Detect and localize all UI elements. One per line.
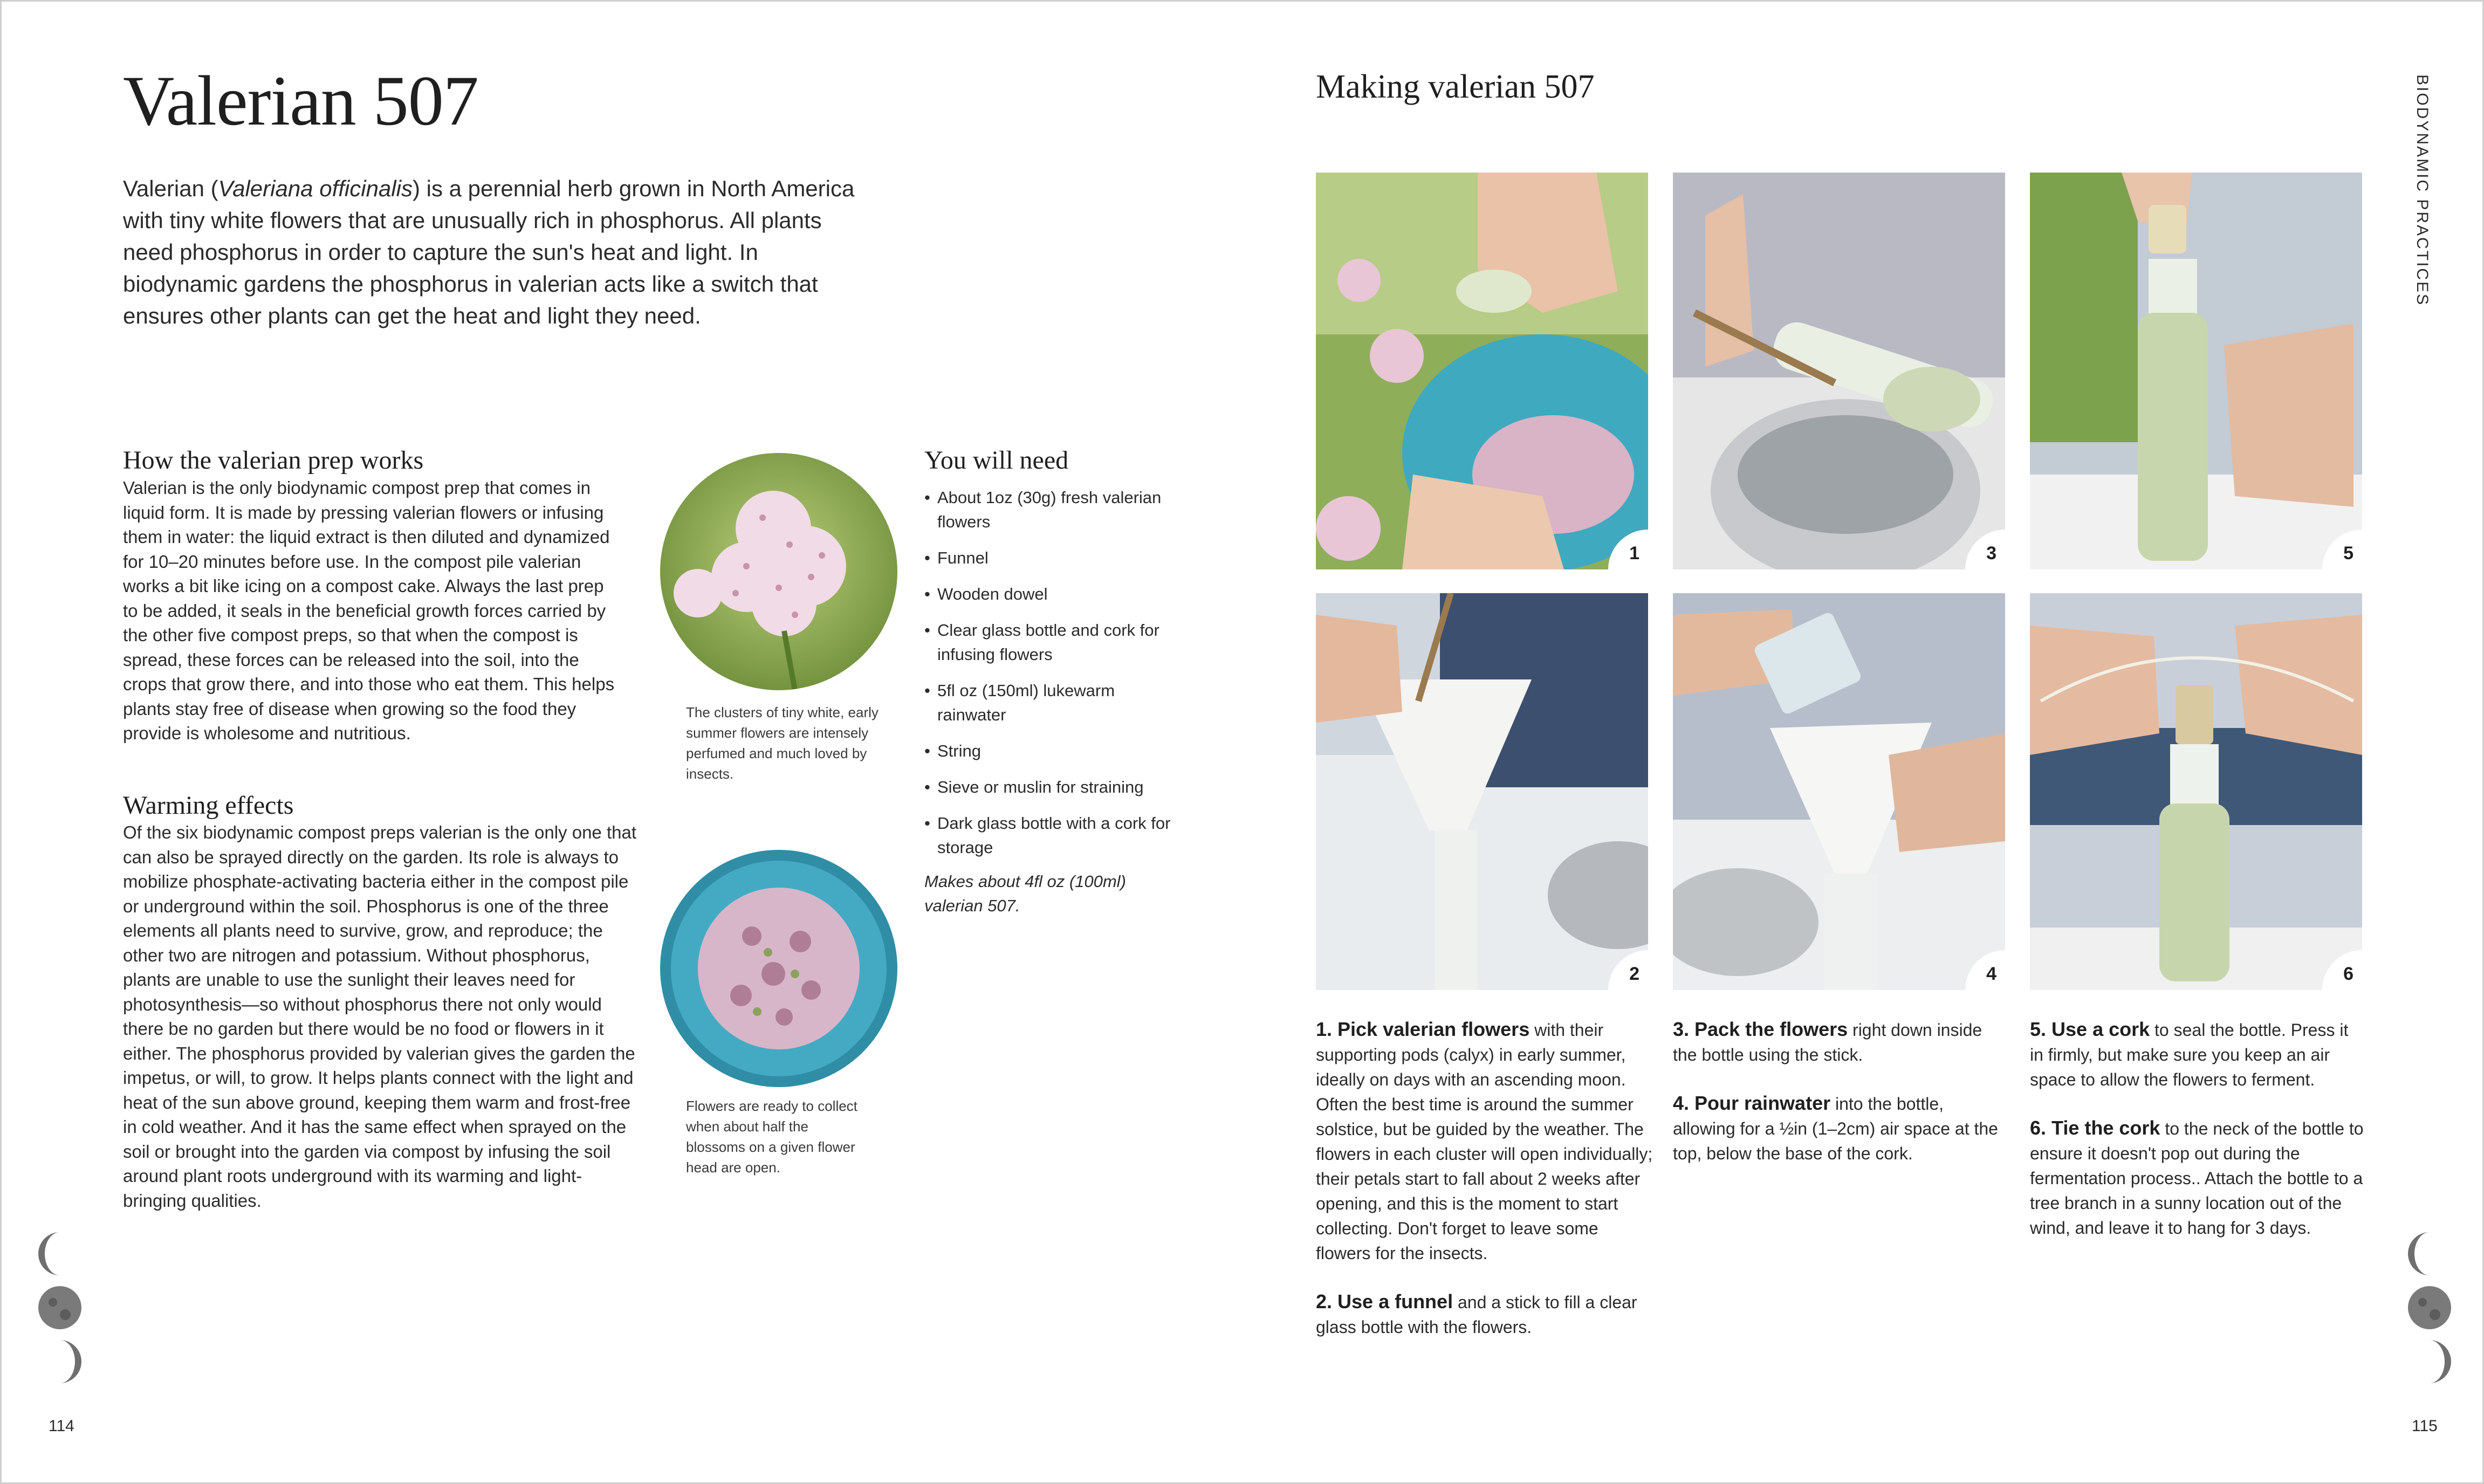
step-photo-3 <box>1673 173 2005 569</box>
page-title: Valerian 507 <box>123 61 478 140</box>
section-title: Making valerian 507 <box>1316 68 1595 105</box>
warming-body: Of the six biodynamic compost preps valerian is the only one that can also be sprayed directly on the garden. Its role is always to mobilize phosphate-activating bacteria either in the compost pile or underground within the soil. Phosphorus is one of the three elements all plants need to survive, grow, and reproduce; the other two are nitrogen and potassium. Without phosphorus, plants are unable to use the sunlight their leaves need for photosynthesis—so without phosphorus there not only would there be no garden but there would be no food or flowers in it either. The phosphorus provided by valerian gives the garden the impetus, or will, to grow. It helps plants connect with the light and heat of the sun above ground, keeping them warm and frost-free in cold weather. And it has the same effect when sprayed on the soil or brought into the garden via compost by infusing the soil around plant roots underground with its warming and light-bringing qualities. <box>123 822 636 1211</box>
list-item: • About 1oz (30g) fresh valerian flowers <box>924 485 1183 534</box>
step-2: 2. Use a funnel and a stick to fill a clear glass bottle with the flowers. <box>1316 1290 1637 1337</box>
step-photo-4 <box>1673 593 2005 990</box>
warming-heading: Warming effects <box>123 791 294 820</box>
step-1: 1. Pick valerian flowers with their supporting pods (calyx) in early summer, ideally on days with an ascending moon. Often the best time is around the summer solstice, but be guided by the weather. The flowers in each cluster will open individually; their petals start to fall about 2 weeks after opening, and this is the moment to start collecting. Don't forget to leave some flowers for the insects. <box>1316 1018 1653 1263</box>
caption-flowers: The clusters of tiny white, early summer flowers are intensely perfumed and much loved by insects. <box>686 704 879 782</box>
valerian-flower-photo <box>660 453 897 690</box>
page-number-right: 115 <box>2412 1417 2438 1435</box>
steps-column-3 <box>2030 1017 2364 1264</box>
photo-number-badge: 1 <box>1608 530 1648 569</box>
flower-bowl-photo <box>660 850 897 1087</box>
photo-number-badge: 3 <box>1965 530 2005 569</box>
step-photo-2 <box>1316 593 1648 990</box>
list-item: • Funnel <box>924 546 1183 570</box>
how-body: Valerian is the only biodynamic compost prep that comes in liquid form. It is made by pressing valerian flowers or infusing them in water: the liquid extract is then diluted and dynamized for 10–20 minutes before use. In the compost pile valerian works a bit like icing on a compost cake. Always the last prep to be added, it seals in the beneficial growth forces carried by the other five compost preps, so that when the compost is spread, these forces can be released into the soil, into the crops that grow there, and into those who eat them. This helps plants stay free of disease when growing so the food they provide is wholesome and nutritious. <box>123 478 615 743</box>
photo-number-badge: 2 <box>1608 950 1648 990</box>
photo-number-badge: 6 <box>2322 950 2362 990</box>
need-list <box>924 485 1183 871</box>
list-item: • Clear glass bottle and cork for infusing flowers <box>924 618 1183 667</box>
list-item: • Sieve or muslin for straining <box>924 775 1183 799</box>
list-item: • 5fl oz (150ml) lukewarm rainwater <box>924 678 1183 727</box>
page-number-left: 114 <box>49 1417 74 1435</box>
moon-phase-icon <box>36 1229 84 1389</box>
steps-column-2 <box>1673 1017 2007 1190</box>
photo-number-badge: 5 <box>2322 530 2362 569</box>
list-item: • String <box>924 739 1183 763</box>
intro-paragraph: Valerian (Valeriana officinalis) is a perennial herb grown in North America with tiny white flowers that are unusually rich in phosphorus. All plants need phosphorus in order to capture the sun's heat and light. In biodynamic gardens the phosphorus in valerian acts like a switch that ensures other plants can get the heat and light they need. <box>123 176 855 328</box>
step-6: 6. Tie the cork to the neck of the bottle to ensure it doesn't pop out during the fermentation process.. Attach the bottle to a tree branch in a sunny location out of the wind, and leave it to hang for 3 days. <box>2030 1117 2364 1238</box>
how-heading: How the valerian prep works <box>123 446 424 475</box>
step-4: 4. Pour rainwater into the bottle, allowing for a ½in (1–2cm) air space at the top, below the base of the cork. <box>1673 1092 1998 1163</box>
list-item: • Dark glass bottle with a cork for storage <box>924 811 1183 860</box>
list-item: • Wooden dowel <box>924 582 1183 606</box>
need-heading: You will need <box>924 446 1069 475</box>
photo-number-badge: 4 <box>1965 950 2005 990</box>
section-tab: BIODYNAMIC PRACTICES <box>2413 74 2431 307</box>
makes-note: Makes about 4fl oz (100ml) valerian 507. <box>924 872 1126 915</box>
moon-phase-icon <box>2405 1229 2454 1389</box>
caption-bowl: Flowers are ready to collect when about half the blossoms on a given flower head are open. <box>686 1098 857 1176</box>
steps-column-1 <box>1316 1017 1653 1363</box>
step-photo-1 <box>1316 173 1648 569</box>
step-photo-5 <box>2030 173 2362 569</box>
step-5: 5. Use a cork to seal the bottle. Press it in firmly, but make sure you keep an air space to allow the flowers to ferment. <box>2030 1018 2349 1089</box>
step-3: 3. Pack the flowers right down inside the bottle using the stick. <box>1673 1018 1982 1064</box>
step-photo-6 <box>2030 593 2362 990</box>
